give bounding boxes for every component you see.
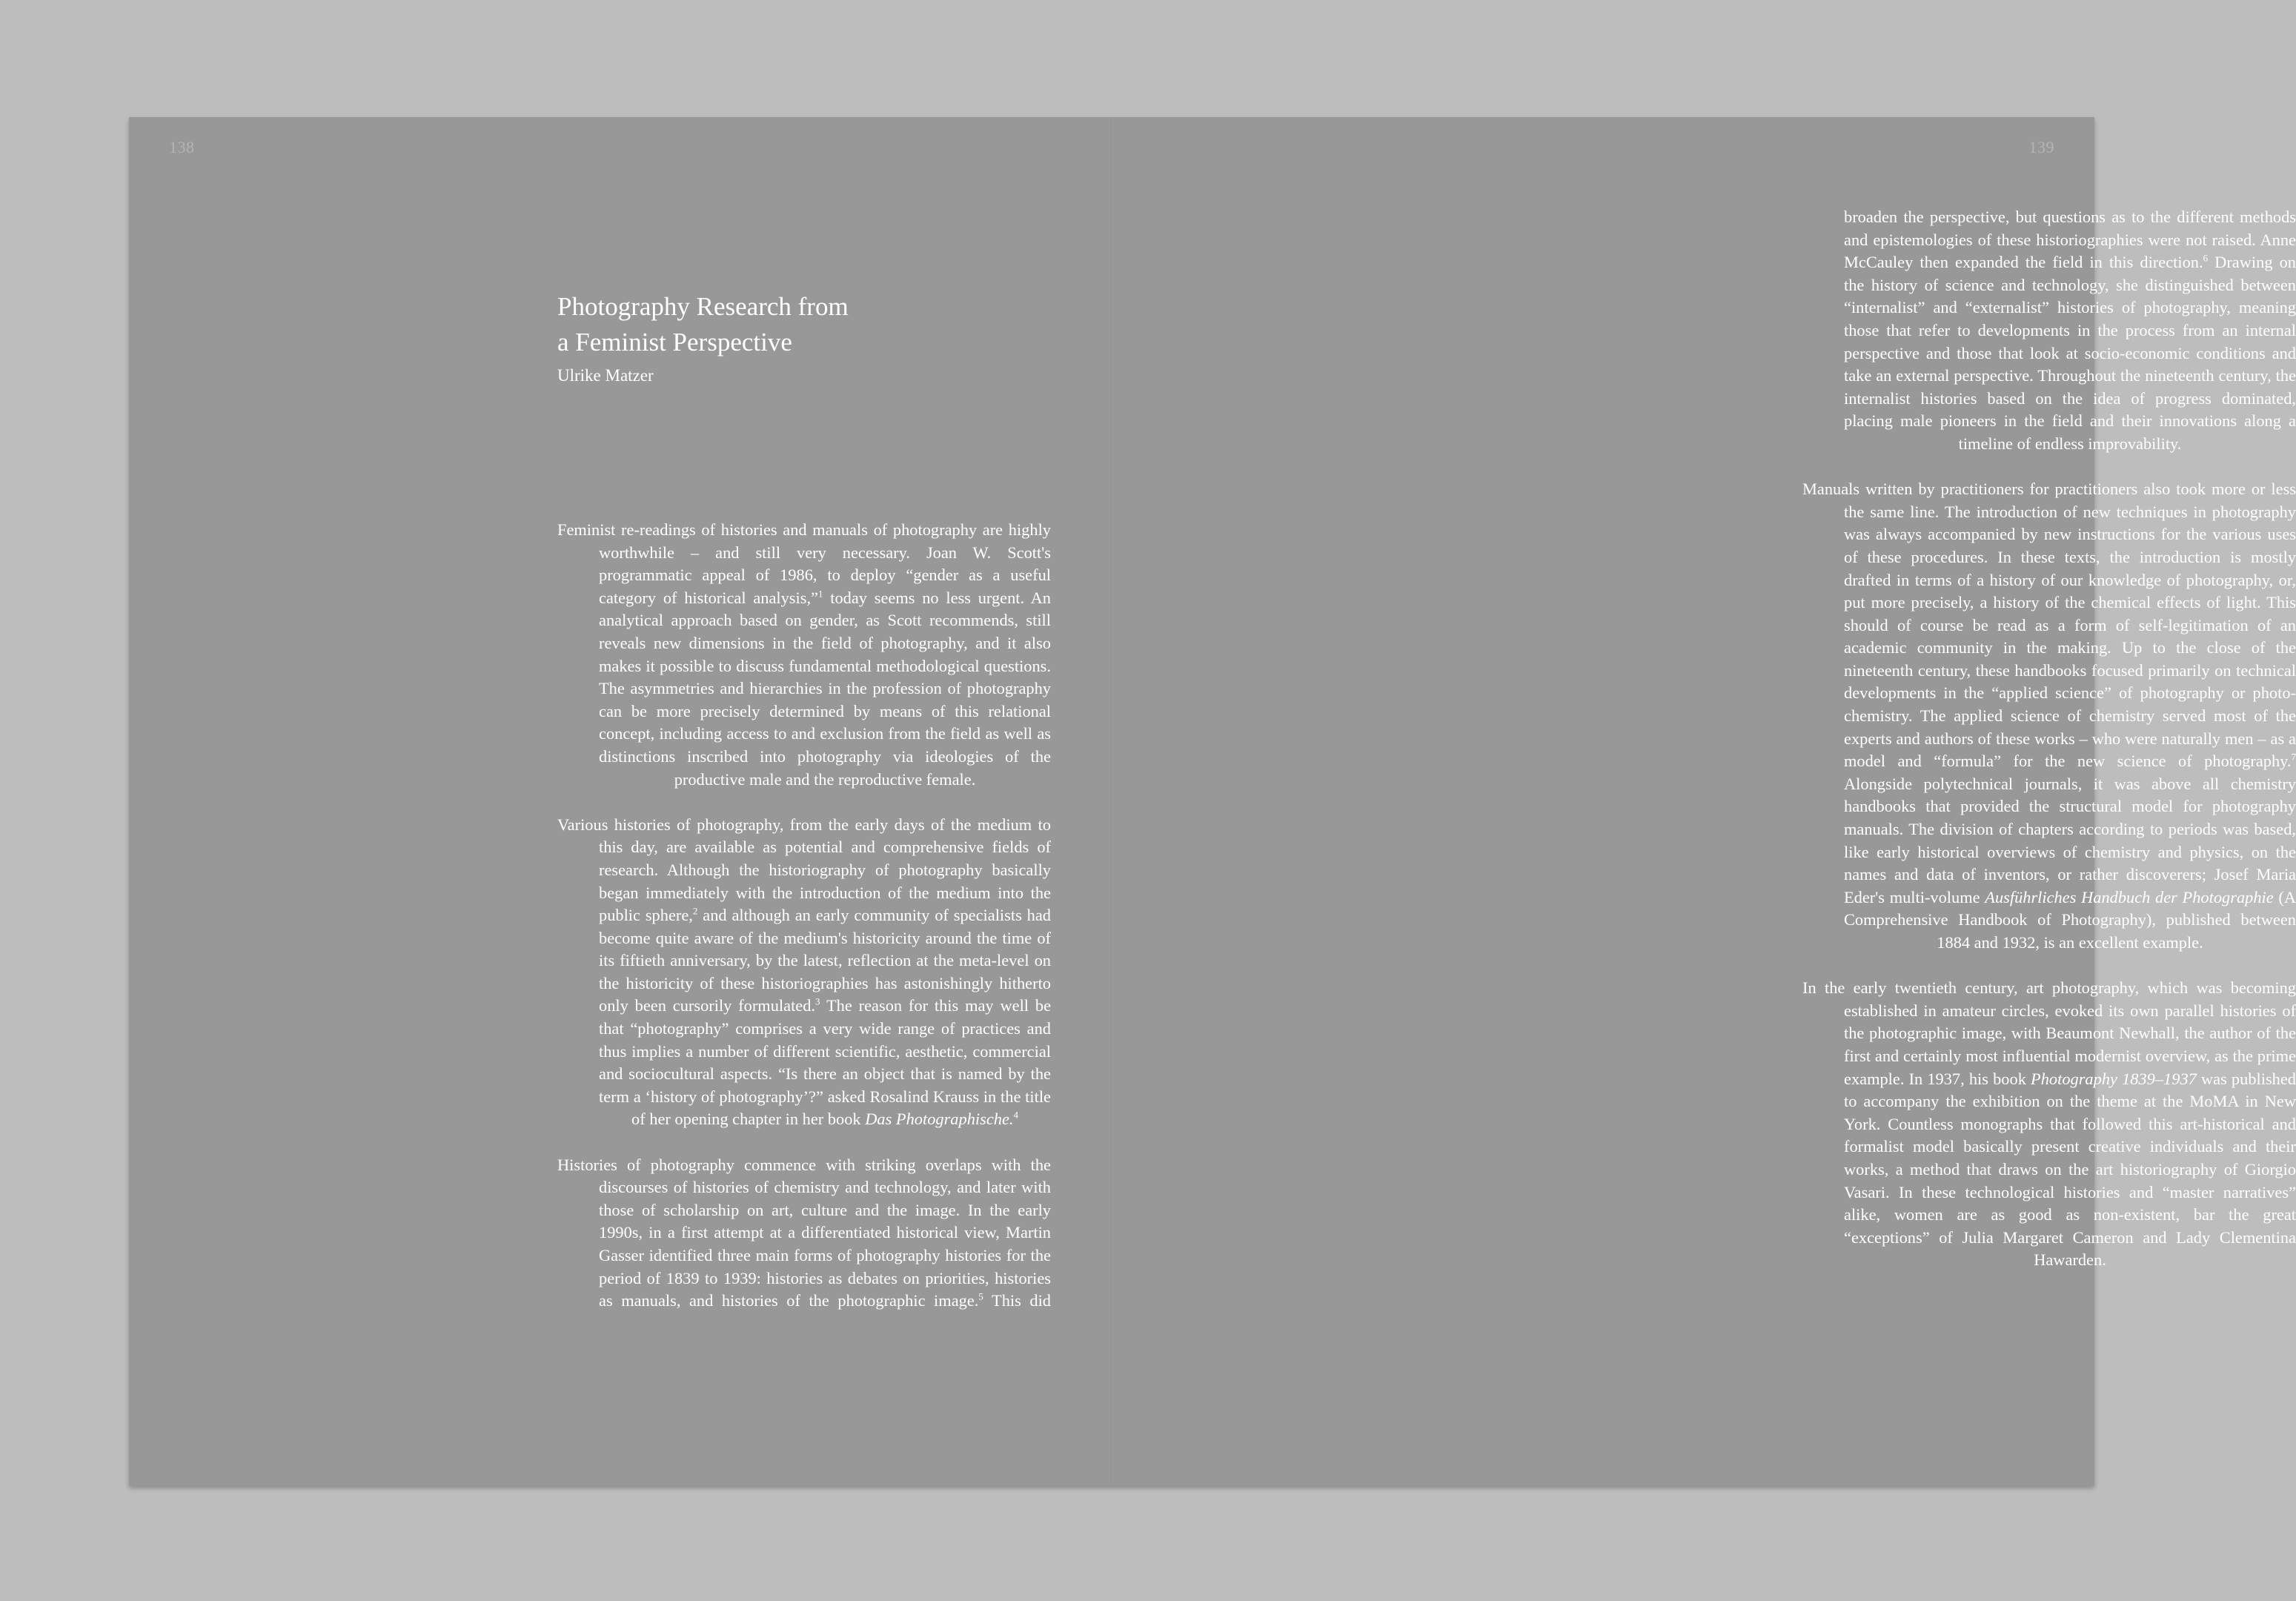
left-page — [129, 117, 1112, 1485]
book-spread — [129, 117, 2296, 1485]
paragraph-text: Drawing on the history of science and technology, she distinguished between “internalist” and “externalist” histories of photography, meaning those that refer to developments in the process from an internal perspective and those that look at socio-economic conditions and take an external perspective. Throughout the nineteenth century, the internalist histories based on the idea of progress dominated, placing male pioneers in the field and their innovations along a timeline of endless improvability. — [1844, 253, 2296, 453]
paragraph-continued — [1802, 206, 2296, 456]
article-title — [557, 289, 1002, 360]
title-line-2: a Feminist Perspective — [557, 328, 792, 357]
paragraph-text: Histories of photography commence with striking overlaps with the discourses of histories of chemistry and technology, and later with those of scholarship on art, culture and the image. In the early 1990s, in a first attempt at a differentiated historical view, Martin Gasser identified three main forms of photography histories for the period of 1839 to 1939: histories as debates on priorities, histories as manuals, and histories of the photographic image. — [557, 1155, 1051, 1310]
paragraph-text: This did — [983, 1291, 1051, 1310]
footnote-ref: 1 — [818, 588, 823, 600]
footnote-ref: 5 — [978, 1290, 983, 1302]
paragraph-text: broaden the perspective, but questions as to the different methods and epistemologies of these historiographies were not raised. Anne McCauley then expanded the field in this direction. — [1844, 208, 2296, 272]
paragraph — [557, 814, 1051, 1131]
author-name: Ulrike Matzer — [557, 366, 654, 385]
paragraph-text: Various histories of photography, from the early days of the medium to this day, are available as potential and comprehensive fields of research. Although the historiography of photography basically began immediately with the introduction of the medium into the public sphere, — [557, 815, 1051, 925]
footnote-ref: 4 — [1013, 1109, 1018, 1121]
right-page — [1112, 117, 2296, 1485]
paragraph-text: was published to accompany the exhibition on the theme at the MoMA in New York. Countless monographs that followed this art-historical and formalist model basically present creative individuals and their works, a method that draws on the art historiography of Giorgio Vasari. In these technological histories and “master narratives” alike, women are as good as non-existent, bar the great “exceptions” of Julia Margaret Cameron and Lady Clementina Hawarden. — [1844, 1069, 2296, 1270]
paragraph-text: The reason for this may well be that “photography” comprises a very wide range of practices and thus implies a number of different scientific, aesthetic, commercial and sociocultural aspects. “Is there an object that is named by the term a ‘history of photography’?” asked Rosalind Krauss in the title of her opening chapter in her book — [599, 996, 1052, 1129]
paragraph-text: Feminist re-readings of histories and manuals of photography are highly worthwhile – and still very necessary. Joan W. Scott's programmatic appeal of 1986, to deploy “gender as a useful category of historical analysis,” — [557, 520, 1051, 607]
paragraph-text: today seems no less urgent. An analytical approach based on gender, as Scott recommends, still reveals new dimensions in the field of photography, and it also makes it possible to discuss fundamental methodological questions. The asymmetries and hierarchies in the profession of photography can be more precisely determined by means of this relational concept, including access to and exclusion from the field as well as distinctions inscribed into photography via ideologies of the productive male and the reproductive female. — [599, 588, 1051, 789]
paragraph — [557, 1154, 1051, 1313]
footnote-ref: 6 — [2203, 252, 2209, 264]
page-number: 138 — [169, 138, 195, 156]
book-title: Das Photographische. — [865, 1110, 1014, 1129]
paragraph-text: Manuals written by practitioners for practitioners also took more or less the same line. The introduction of new techniques in photography was always accompanied by new instructions for the various uses of these procedures. In these texts, the introduction is mostly drafted in terms of a history of our knowledge of photography, or, put more precisely, a history of the chemical effects of light. This should of course be read as a form of self-legitimation of an academic community in the making. Up to the close of the nineteenth century, these handbooks focused primarily on technical developments in the “applied science” of photography or photo-chemistry. The applied science of chemistry served most of the experts and authors of these works – who were naturally men – as a model and “formula” for the new science of photography. — [1802, 480, 2296, 771]
paragraph — [1802, 977, 2296, 1272]
footnote-ref: 3 — [815, 996, 820, 1007]
footnote-ref: 7 — [2291, 751, 2296, 763]
page-number: 139 — [2028, 138, 2054, 156]
text-column — [1802, 206, 2296, 1295]
book-title: Ausführliches Handbuch der Photographie — [1985, 887, 2274, 906]
paragraph-text: and although an early community of specialists had become quite aware of the medium's historicity around the time of its fiftieth anniversary, by the latest, reflection at the meta-level on the historicity of these historiographies has astonishingly hitherto only been cursorily formulated. — [599, 906, 1051, 1015]
footnote-ref: 2 — [692, 905, 698, 917]
paragraph-text: In the early twentieth century, art photography, which was becoming established in amateur circles, evoked its own parallel histories of the photographic image, with Beaumont Newhall, the author of the first and certainly most influential modernist overview, as the prime example. In 1937, his book — [1802, 978, 2296, 1088]
book-title: Photography 1839–1937 — [2031, 1069, 2197, 1088]
text-column — [557, 519, 1051, 1335]
paragraph — [1802, 478, 2296, 954]
paragraph-text: (A Comprehensive Handbook of Photography), published between 1884 and 1932, is an excellent example. — [1844, 887, 2296, 952]
paragraph-text: Alongside polytechnical journals, it was above all chemistry handbooks that provided the structural model for photography manuals. The division of chapters according to periods was based, like early historical overviews of chemistry and physics, on the names and data of inventors, or rather discoverers; Josef Maria Eder's multi-volume — [1844, 774, 2296, 906]
title-line-1: Photography Research from — [557, 292, 849, 321]
paragraph — [557, 519, 1051, 791]
